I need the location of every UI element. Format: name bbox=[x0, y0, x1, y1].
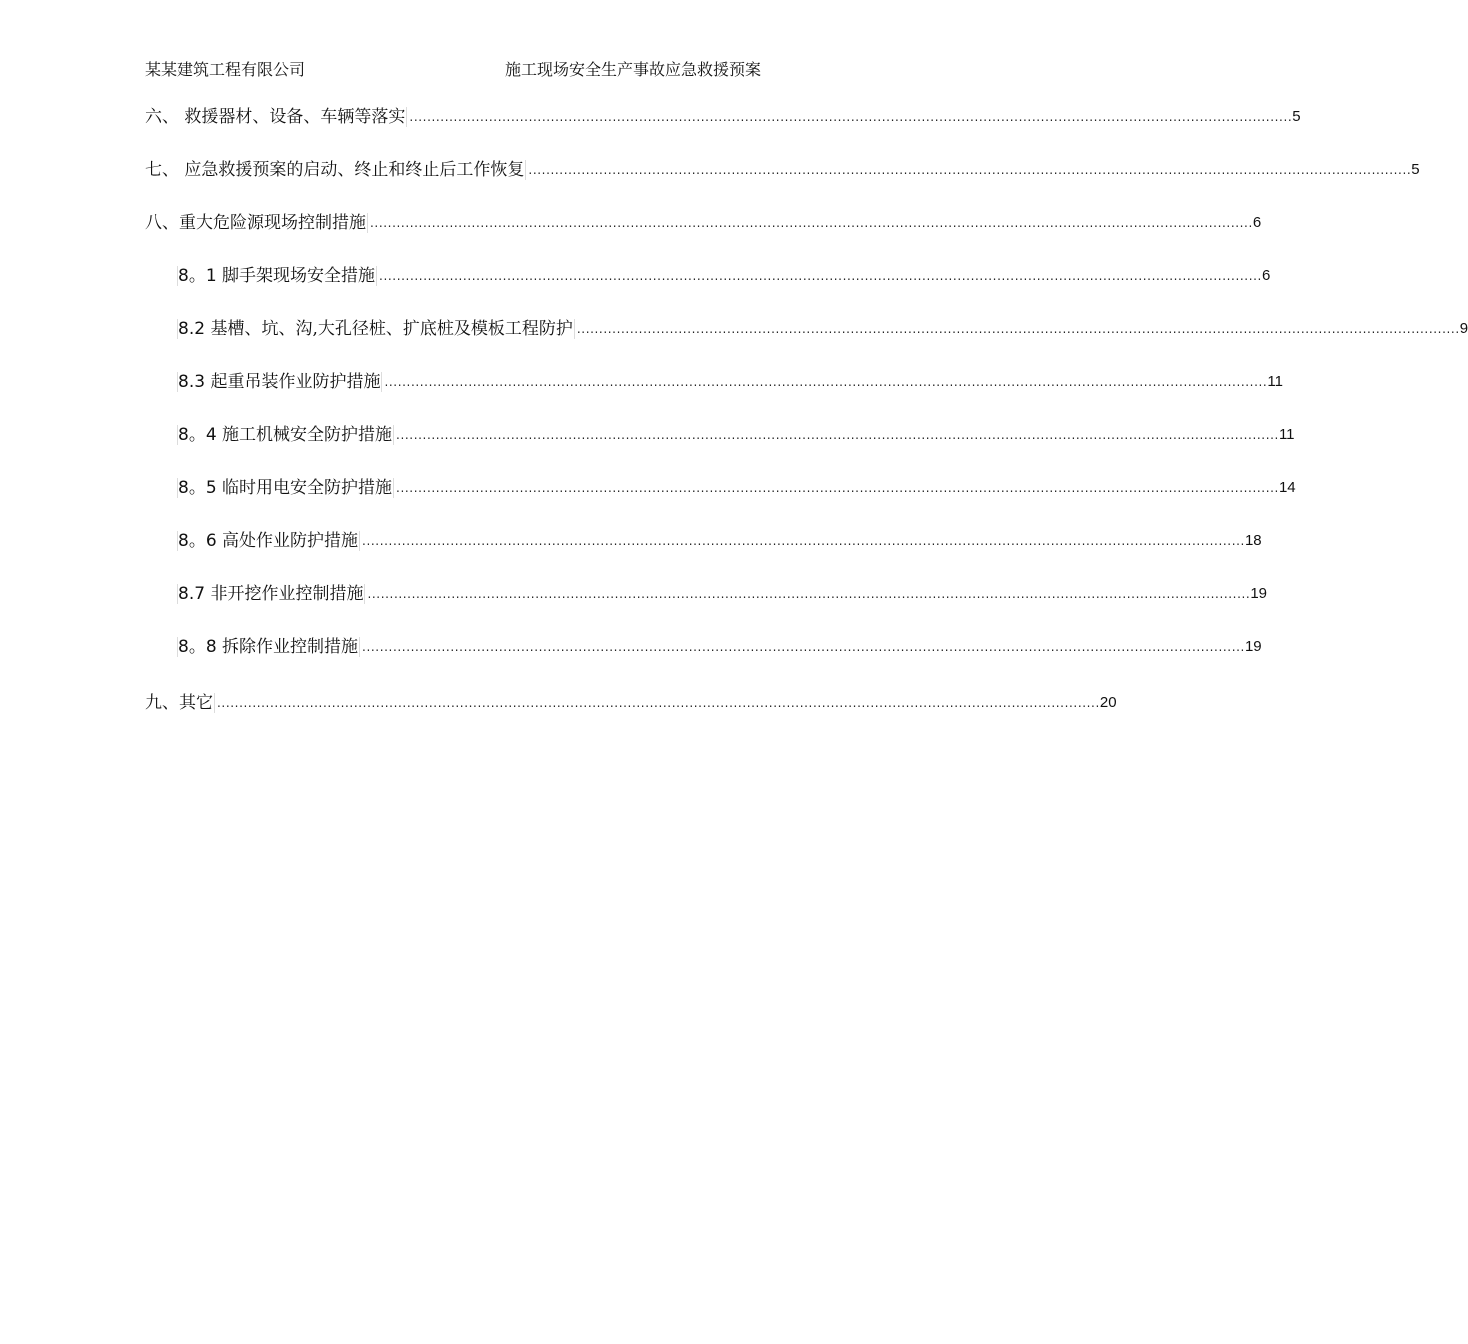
header-document-title: 施工现场安全生产事故应急救援预案 bbox=[505, 60, 762, 79]
toc-dot-leader: ........................................................................................................................................................................................................ bbox=[528, 163, 1412, 177]
toc-dot-leader: ........................................................................................................................................................................................................ bbox=[396, 481, 1279, 495]
toc-page-number: 19 bbox=[1250, 585, 1268, 602]
toc-entry-title: 七、 应急救援预案的启动、终止和终止后工作恢复 bbox=[145, 160, 525, 180]
toc-dot-leader: ........................................................................................................................................................................................................ bbox=[409, 110, 1293, 124]
toc-page-number: 19 bbox=[1244, 638, 1262, 655]
toc-entry-section-6[interactable] bbox=[145, 103, 1301, 127]
toc-dot-leader: ........................................................................................................................................................................................................ bbox=[379, 269, 1262, 283]
toc-entry-title: 八、重大危险源现场控制措施 bbox=[145, 213, 366, 233]
toc-page-number: 6 bbox=[1252, 214, 1262, 231]
toc-page-number: 11 bbox=[1278, 426, 1295, 443]
toc-dot-leader: ........................................................................................................................................................................................................ bbox=[367, 587, 1251, 601]
header-company-name: 某某建筑工程有限公司 bbox=[145, 60, 306, 79]
toc-page-number: 20 bbox=[1099, 694, 1117, 711]
toc-dot-leader: ........................................................................................................................................................................................................ bbox=[217, 696, 1100, 710]
toc-page-number: 14 bbox=[1278, 479, 1296, 496]
toc-entry-title: 8。1 脚手架现场安全措施 bbox=[178, 266, 376, 286]
toc-entry-section-8[interactable] bbox=[145, 209, 1262, 233]
toc-entry-title: 8。8 拆除作业控制措施 bbox=[178, 637, 359, 657]
toc-entry-title: 8。6 高处作业防护措施 bbox=[178, 531, 359, 551]
toc-dot-leader: ........................................................................................................................................................................................................ bbox=[396, 428, 1279, 442]
toc-entry-title: 8.3 起重吊装作业防护措施 bbox=[178, 372, 381, 392]
toc-entry-title: 九、其它 bbox=[145, 693, 213, 713]
toc-dot-leader: ........................................................................................................................................................................................................ bbox=[362, 534, 1245, 548]
toc-entry-8-5[interactable] bbox=[177, 474, 1296, 498]
toc-entry-8-6[interactable] bbox=[177, 527, 1262, 551]
toc-dot-leader: ........................................................................................................................................................................................................ bbox=[370, 216, 1253, 230]
toc-entry-8-3[interactable] bbox=[177, 368, 1283, 392]
toc-page-number: 9 bbox=[1459, 320, 1468, 337]
toc-entry-8-7[interactable] bbox=[177, 580, 1268, 604]
toc-dot-leader: ........................................................................................................................................................................................................ bbox=[384, 375, 1268, 389]
toc-page-number: 11 bbox=[1267, 373, 1283, 390]
toc-entry-title: 8。5 临时用电安全防护措施 bbox=[178, 478, 393, 498]
toc-page-number: 6 bbox=[1261, 267, 1271, 284]
toc-entry-title: 六、 救援器材、设备、车辆等落实 bbox=[145, 107, 406, 127]
toc-entry-8-1[interactable] bbox=[177, 262, 1271, 286]
toc-page-number: 5 bbox=[1411, 161, 1420, 178]
page-header bbox=[145, 57, 805, 81]
toc-page-number: 5 bbox=[1292, 108, 1301, 125]
toc-page-number: 18 bbox=[1244, 532, 1262, 549]
toc-entry-title: 8。4 施工机械安全防护措施 bbox=[178, 425, 393, 445]
toc-entry-title: 8.7 非开挖作业控制措施 bbox=[178, 584, 364, 604]
toc-entry-8-8[interactable] bbox=[177, 633, 1262, 657]
toc-entry-title: 8.2 基槽、坑、沟,大孔径桩、扩底桩及模板工程防护 bbox=[178, 319, 573, 339]
toc-entry-section-9[interactable] bbox=[145, 689, 1117, 713]
toc-dot-leader: ........................................................................................................................................................................................................ bbox=[576, 322, 1460, 336]
toc-entry-8-4[interactable] bbox=[177, 421, 1295, 445]
toc-entry-section-7[interactable] bbox=[145, 156, 1420, 180]
toc-dot-leader: ........................................................................................................................................................................................................ bbox=[362, 640, 1245, 654]
toc-entry-8-2[interactable] bbox=[177, 315, 1468, 339]
